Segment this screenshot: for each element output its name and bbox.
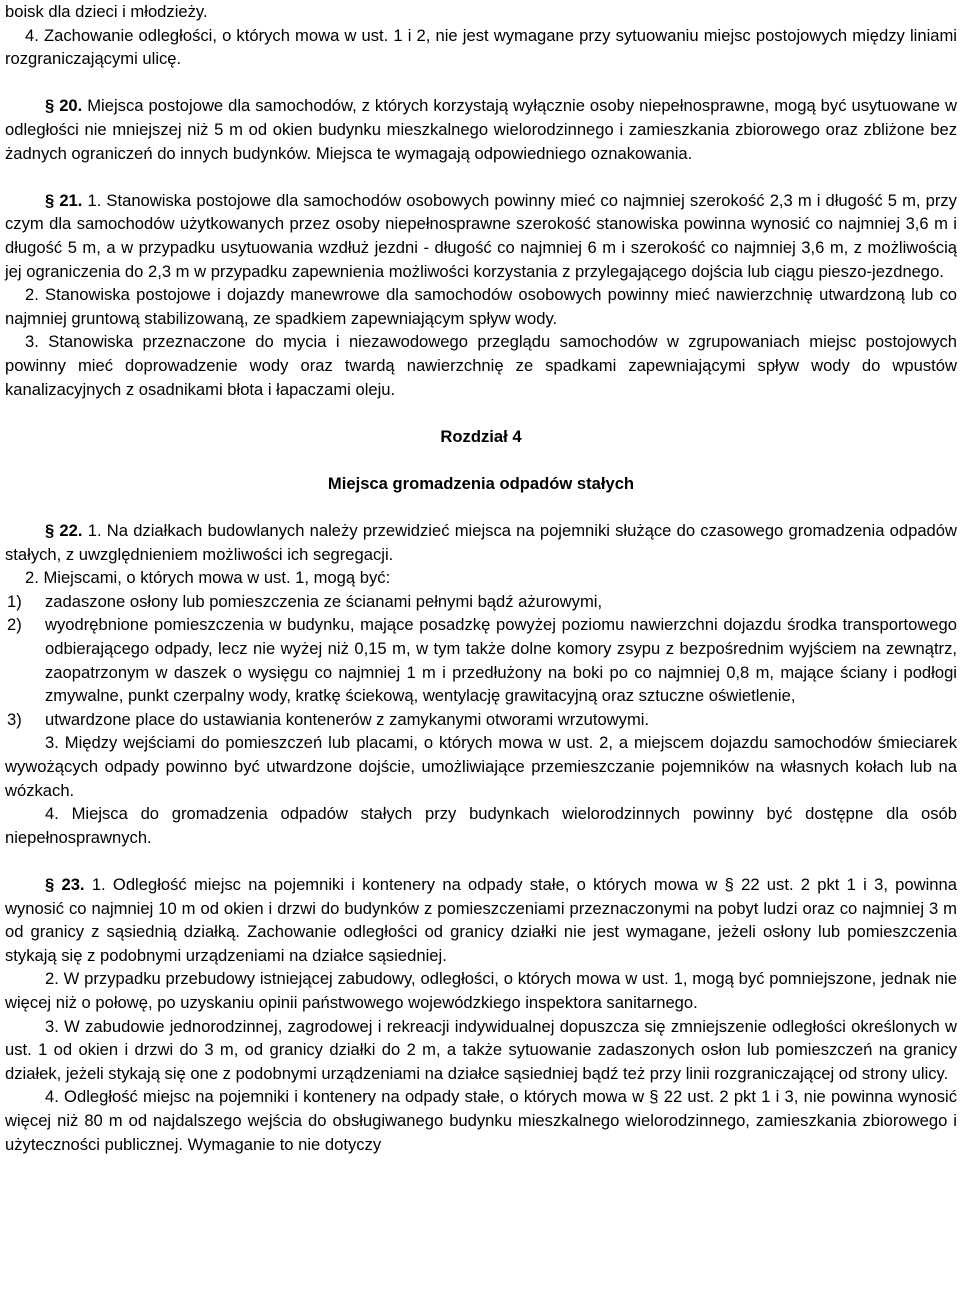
list-item-text: wyodrębnione pomieszczenia w budynku, mające posadzkę powyżej poziomu nawierzchni dojazdu środka transportowego odbierającego odpady, lecz nie wyżej niż 0,15 m, w tym także dolne komory zsypu z bezpośrednim wyjściem na zewnątrz, zaopatrzonym w daszek o wysięgu co najmniej 1 m i przedłużony na boki po co najmniej 0,8 m, mające ściany i podłogi zmywalne, punkt czerpalny wody, kratkę ściekową, wentylację grawitacyjną oraz sztuczne oświetlenie, bbox=[45, 615, 957, 706]
section-23-1 bbox=[5, 873, 957, 967]
section-23-2: 2. W przypadku przebudowy istniejącej zabudowy, odległości, o których mowa w ust. 1, mogą być pomniejszone, jednak nie więcej niż o połowę, po uzyskaniu opinii państwowego wojewódzkiego inspektora sanitarnego. bbox=[5, 969, 957, 1012]
section-22-4: 4. Miejsca do gromadzenia odpadów stałych przy budynkach wielorodzinnych powinny być dostępne dla osób niepełnosprawnych. bbox=[5, 804, 957, 847]
section-21-3: 3. Stanowiska przeznaczone do mycia i niezawodowego przeglądu samochodów w zgrupowaniach miejsc postojowych powinny mieć doprowadzenie wody oraz twardą nawierzchnię ze spadkami zapewniającymi spływ wody do wpustów kanalizacyjnych z osadnikami błota i łapaczami oleju. bbox=[5, 332, 957, 399]
list-item-text: utwardzone place do ustawiania kontenerów z zamykanymi otworami wrzutowymi. bbox=[45, 709, 650, 729]
spacer bbox=[5, 401, 957, 425]
spacer bbox=[5, 849, 957, 873]
list-item bbox=[5, 590, 957, 614]
section-23-4: 4. Odległość miejsc na pojemniki i kontenery na odpady stałe, o których mowa w § 22 ust. 2 pkt 1 i 3, nie powinna wynosić więcej niż 80 m od najdalszego wejścia do obsługiwanego budynku mieszkalnego wielorodzinnego, zamieszkania zbiorowego i użyteczności publicznej. Wymaganie to nie dotyczy bbox=[5, 1087, 957, 1154]
paragraph-4: 4. Zachowanie odległości, o których mowa w ust. 1 i 2, nie jest wymagane przy sytuowaniu miejsc postojowych między liniami rozgraniczającymi ulicę. bbox=[5, 25, 957, 69]
section-21-number: § 21. bbox=[45, 190, 83, 210]
list-item bbox=[5, 708, 957, 732]
list-item-number: 2) bbox=[7, 615, 22, 635]
paragraph-fragment: boisk dla dzieci i młodzieży. bbox=[5, 2, 208, 21]
chapter-heading: Rozdział 4 bbox=[440, 426, 522, 446]
list-item-number: 1) bbox=[7, 591, 22, 611]
section-23-3: 3. W zabudowie jednorodzinnej, zagrodowej i rekreacji indywidualnej dopuszcza się zmniejszenie odległości określonych w ust. 1 od okien i drzwi do 3 m, od granicy działki do 2 m, a także sytuowanie zadaszonych osłon lub pomieszczeń na granicy działek, jeżeli stykają się one z podobnymi urządzeniami na działce sąsiedniej bądź też przy linii rozgraniczającej od strony ulicy. bbox=[5, 1016, 957, 1083]
section-21-2: 2. Stanowiska postojowe i dojazdy manewrowe dla samochodów osobowych powinny mieć nawierzchnię utwardzoną lub co najmniej gruntową stabilizowaną, ze spadkiem zapewniającym spływ wody. bbox=[5, 285, 957, 328]
section-23-number: § 23. bbox=[45, 874, 85, 894]
document-page bbox=[5, 0, 957, 1156]
spacer bbox=[5, 495, 957, 519]
section-22-1 bbox=[5, 519, 957, 566]
section-20-number: § 20. bbox=[45, 96, 83, 116]
section-21-1 bbox=[5, 189, 957, 283]
list-item-number: 3) bbox=[7, 709, 22, 729]
chapter-title: Miejsca gromadzenia odpadów stałych bbox=[327, 473, 635, 493]
spacer bbox=[5, 71, 957, 95]
list-item-text: zadaszone osłony lub pomieszczenia ze ścianami pełnymi bądź ażurowymi, bbox=[45, 591, 603, 611]
section-21-1-text: 1. Stanowiska postojowe dla samochodów osobowych powinny mieć co najmniej szerokość 2,3 m i długość 5 m, przy czym dla samochodów użytkowanych przez osoby niepełnosprawne szerokość stanowiska powinna wynosić co najmniej 3,6 m i długość 5 m, a w przypadku usytuowania wzdłuż jezdni - długość co najmniej 6 m i szerokość co najmniej 3,6 m, z możliwością jej ograniczenia do 2,3 m w przypadku zapewnienia możliwości korzystania z przylegającego dojścia lub ciągu pieszo-jezdnego. bbox=[5, 190, 957, 281]
section-20 bbox=[5, 94, 957, 165]
section-22-number: § 22. bbox=[45, 521, 83, 541]
section-22-3: 3. Między wejściami do pomieszczeń lub placami, o których mowa w ust. 2, a miejscem dojazdu samochodów śmieciarek wywożących odpady powinno być utwardzone dojście, umożliwiające przemieszczanie pojemników na własnych kołach lub na wózkach. bbox=[5, 733, 957, 800]
section-22-1-text: 1. Na działkach budowlanych należy przewidzieć miejsca na pojemniki służące do czasowego gromadzenia odpadów stałych, z uwzględnieniem możliwości ich segregacji. bbox=[5, 521, 957, 564]
spacer bbox=[5, 165, 957, 189]
section-20-text: Miejsca postojowe dla samochodów, z których korzystają wyłącznie osoby niepełnosprawne, mogą być usytuowane w odległości nie mniejszej niż 5 m od okien budynku mieszkalnego wielorodzinnego i zamieszkania zbiorowego oraz zbliżone bez żadnych ograniczeń do innych budynków. Miejsca te wymagają odpowiedniego oznakowania. bbox=[5, 96, 957, 163]
section-22-2: 2. Miejscami, o których mowa w ust. 1, mogą być: bbox=[25, 568, 391, 588]
section-23-1-text: 1. Odległość miejsc na pojemniki i kontenery na odpady stałe, o których mowa w § 22 ust. 2 pkt 1 i 3, powinna wynosić co najmniej 10 m od okien i drzwi do budynków z pomieszczeniami przeznaczonymi na pobyt ludzi oraz co najmniej 3 m od granicy z sąsiednią działką. Zachowanie odległości od granicy działki nie jest wymagane, jeżeli osłony lub pomieszczenia stykają się z podobnymi urządzeniami na działce sąsiedniej. bbox=[5, 874, 957, 965]
list-item bbox=[5, 613, 957, 707]
spacer bbox=[5, 448, 957, 472]
